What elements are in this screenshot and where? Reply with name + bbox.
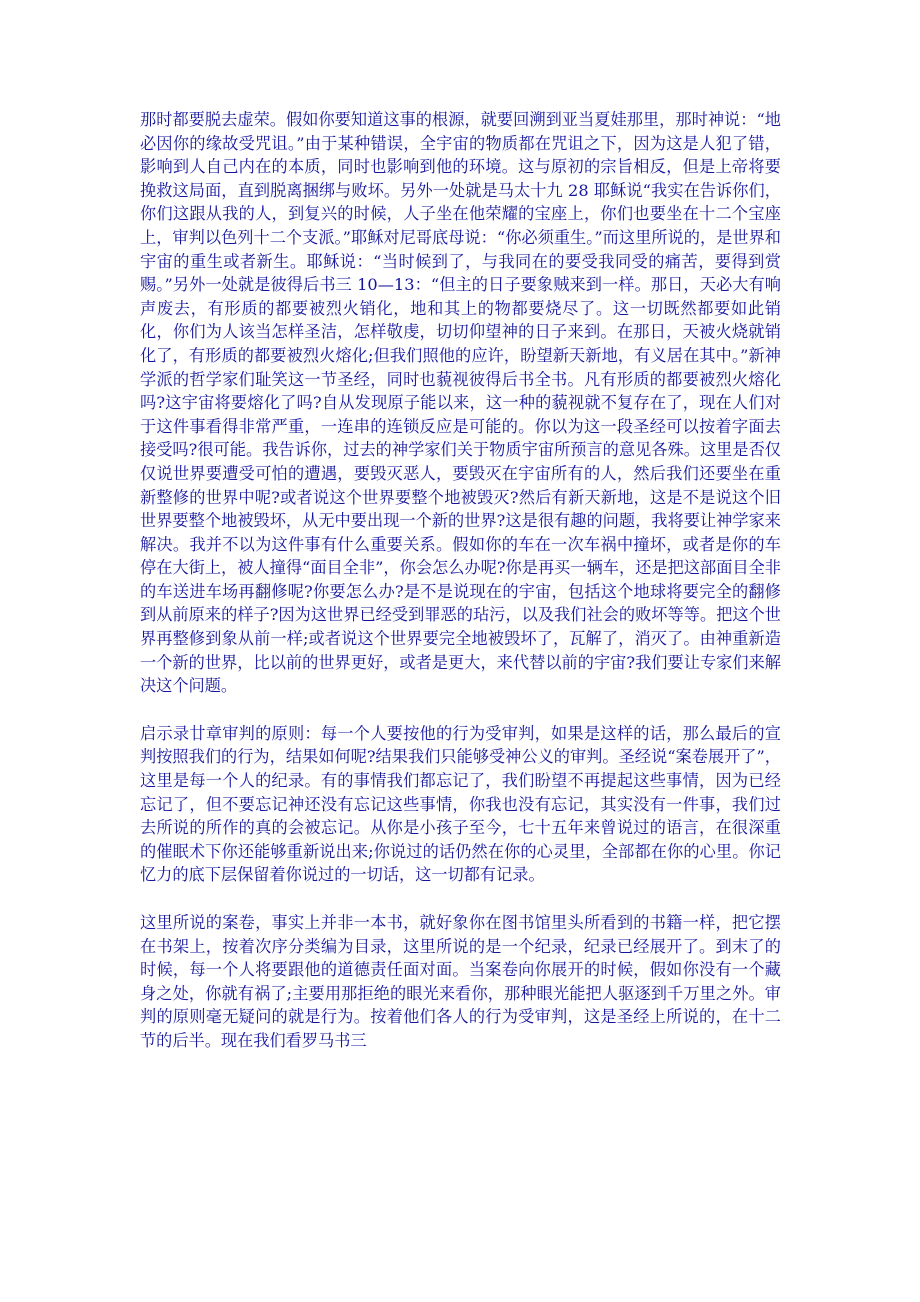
paragraph-3: 这里所说的案卷，事实上并非一本书，就好象你在图书馆里头所看到的书籍一样，把它摆在书架上，按着次序分类编为目录，这里所说的是一个纪录，纪录已经展开了。到末了的时候，每一个人将要跟他的道德责任面对面。当案卷向你展开的时候，假如你没有一个藏身之处，你就有祸了;主要用那拒绝的眼光来看你，那种眼光能把人驱逐到千万里之外。审判的原则毫无疑问的就是行为。按着他们各人的行为受审判，这是圣经上所说的，在十二节的后半。现在我们看罗马书三 <box>140 913 781 1050</box>
paragraph-2: 启示录廿章审判的原则：每一个人要按他的行为受审判，如果是这样的话，那么最后的宣判按照我们的行为，结果如何呢?结果我们只能够受神公义的审判。圣经说“案卷展开了”，这里是每一个人的纪录。有的事情我们都忘记了，我们盼望不再提起这些事情，因为已经忘记了，但不要忘记神还没有忘记这些事情，你我也没有忘记，其实没有一件事，我们过去所说的所作的真的会被忘记。从你是小孩子至今，七十五年来曾说过的语言，在很深重的催眠术下你还能够重新说出来;你说过的话仍然在你的心灵里，全部都在你的心里。你记忆力的底下层保留着你说过的一切话，这一切都有记录。 <box>140 723 781 885</box>
paragraph-1: 那时都要脱去虚荣。假如你要知道这事的根源，就要回溯到亚当夏娃那里，那时神说：“地必因你的缘故受咒诅。”由于某种错误，全宇宙的物质都在咒诅之下，因为这是人犯了错，影响到人自己内在的本质，同时也影响到他的环境。这与原初的宗旨相反，但是上帝将要挽救这局面，直到脱离捆绑与败坏。另外一处就是马太十九 28 耶稣说“我实在告诉你们，你们这跟从我的人，到复兴的时候，人子坐在他荣耀的宝座上，你们也要坐在十二个宝座上，审判以色列十二个支派。”耶稣对尼哥底母说：“你必须重生。”而这里所说的，是世界和宇宙的重生或者新生。耶稣说：“当时候到了，与我同在的要受我同受的痛苦，要得到赏赐。”另外一处就是彼得后书三 10—13：“但主的日子要象贼来到一样。那日，天必大有响声废去，有形质的都要被烈火销化，地和其上的物都要烧尽了。这一切既然都要如此销化，你们为人该当怎样圣洁，怎样敬虔，切切仰望神的日子来到。在那日，天被火烧就销化了，有形质的都要被烈火熔化;但我们照他的应许，盼望新天新地，有义居在其中。”新神学派的哲学家们耻笑这一节圣经，同时也藐视彼得后书全书。凡有形质的都要被烈火熔化吗?这宇宙将要熔化了吗?自从发现原子能以来，这一种的藐视就不复存在了，现在人们对于这件事看得非常严重，一连串的连锁反应是可能的。你以为这一段圣经可以按着字面去接受吗?很可能。我告诉你，过去的神学家们关于物质宇宙所预言的意见各殊。这里是否仅仅说世界要遭受可怕的遭遇，要毁灭恶人，要毁灭在宇宙所有的人，然后我们还要坐在重新整修的世界中呢?或者说这个世界要整个地被毁灭?然后有新天新地，这是不是说这个旧世界要整个地被毁坏，从无中要出现一个新的世界?这是很有趣的问题，我将要让神学家来解决。我并不以为这件事有什么重要关系。假如你的车在一次车祸中撞坏，或者是你的车停在大街上，被人撞得“面目全非”，你会怎么办呢?你是再买一辆车，还是把这部面目全非的车送进车场再翻修呢?你要怎么办?是不是说现在的宇宙，包括这个地球将要完全的翻修到从前原来的样子?因为这世界已经受到罪恶的玷污，以及我们社会的败坏等等。把这个世界再整修到象从前一样;或者说这个世界要完全地被毁坏了，瓦解了，消灭了。由神重新造一个新的世界，比以前的世界更好，或者是更大，来代替以前的宇宙?我们要让专家们来解决这个问题。 <box>140 110 781 696</box>
document-page <box>140 108 781 1053</box>
